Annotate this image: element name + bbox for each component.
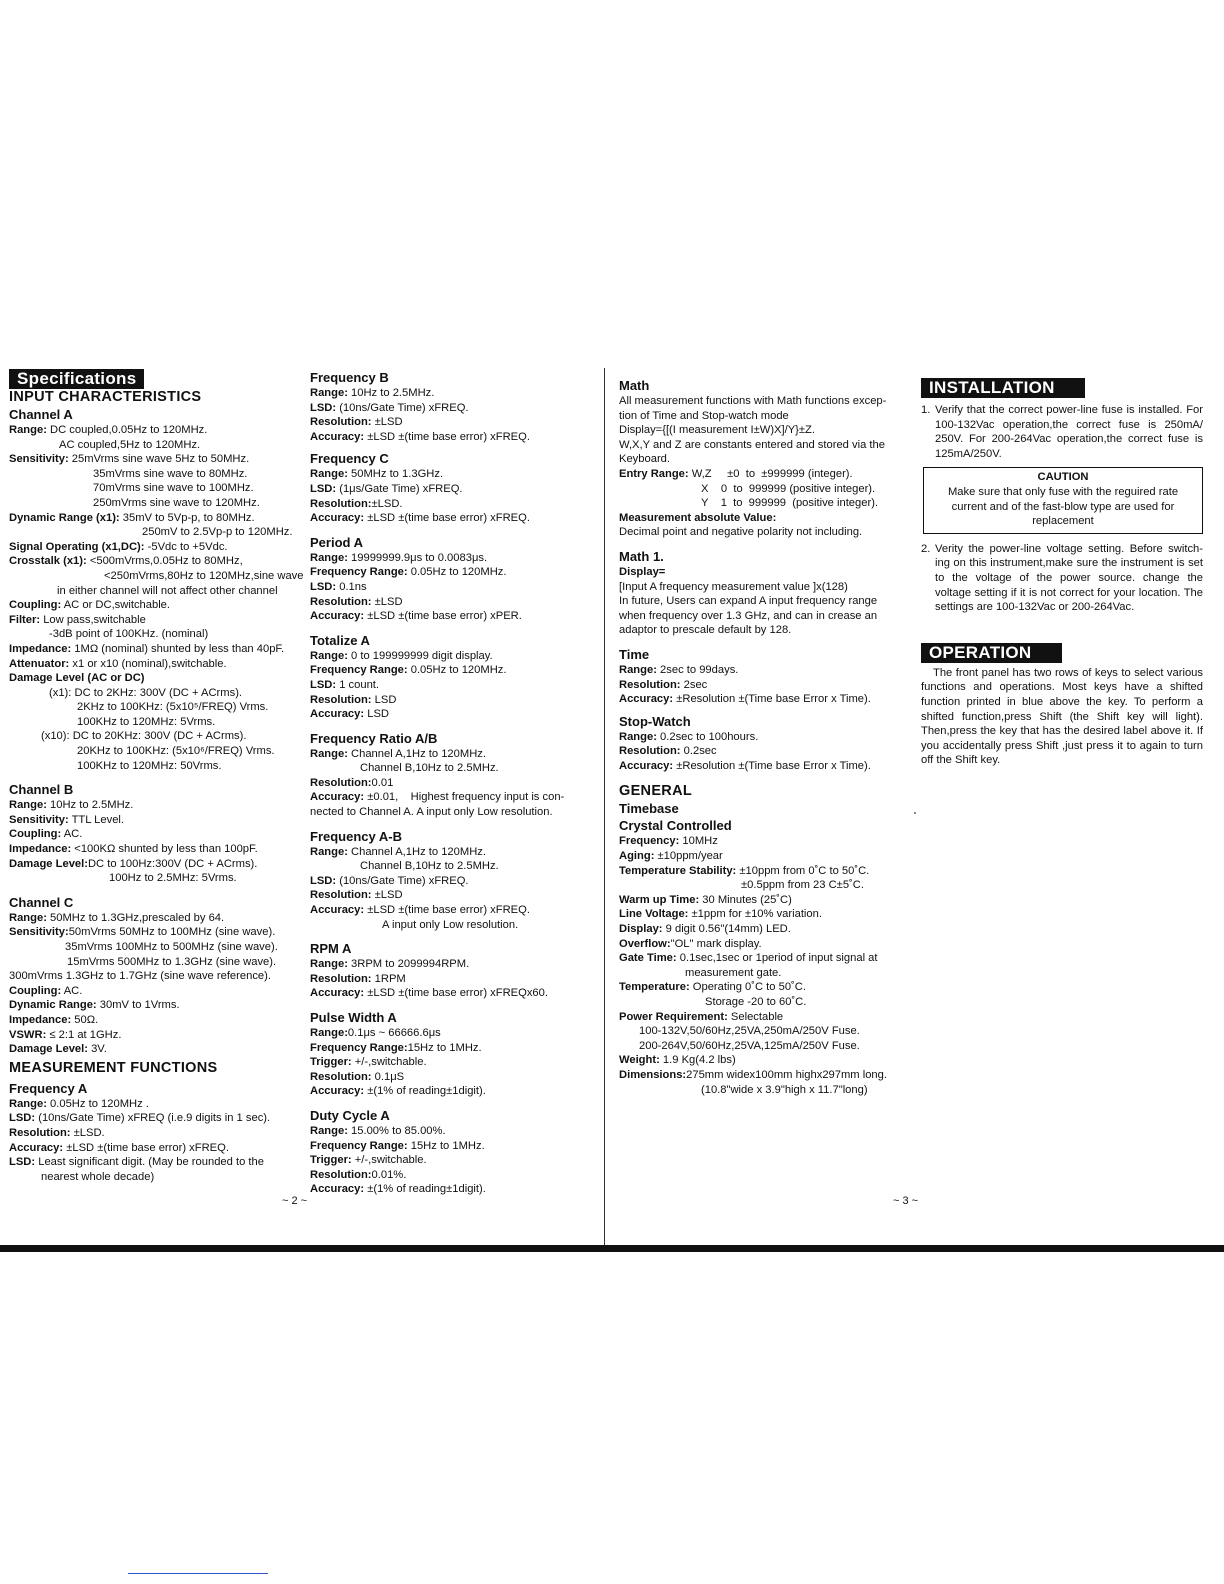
installation-step-1: 1. Verify that the correct power-line fuse is installed. For 100-132Vac operation,the correct fuse is 250mA/ 250V. For 200-264Vac operation,the correct fuse is 125mA/250V. [921, 404, 1203, 460]
page-number-right: ~ 3 ~ [893, 1195, 919, 1207]
spec-line: Resolution: 0.1μS [310, 1070, 405, 1083]
spec-line: Sensitivity: 25mVrms sine wave 5Hz to 50MHz. [9, 453, 250, 466]
spec-line: Trigger: +/-,switchable. [310, 1154, 427, 1167]
spec-line: Frequency Range: 0.05Hz to 120MHz. [310, 566, 507, 579]
spec-line: measurement gate. [685, 966, 782, 979]
spec-line: Entry Range: W,Z ±0 to ±999999 (integer). [619, 467, 853, 480]
spec-line: 100KHz to 120MHz: 5Vrms. [77, 715, 216, 728]
spec-line: Damage Level (AC or DC) [9, 672, 145, 685]
operation-badge: OPERATION [921, 643, 1062, 663]
spec-line: Damage Level: 3V. [9, 1043, 107, 1056]
spec-line: Weight: 1.9 Kg(4.2 lbs) [619, 1054, 736, 1067]
spec-line: Range: 10Hz to 2.5MHz. [9, 799, 134, 812]
spec-line: Temperature: Operating 0˚C to 50˚C. [619, 981, 806, 994]
totalize-a-heading: Totalize A [310, 632, 370, 648]
spec-line: Trigger: +/-,switchable. [310, 1056, 427, 1069]
spec-line: Accuracy: ±LSD ±(time base error) xFREQ. [310, 512, 530, 525]
spec-line: Range: 50MHz to 1.3GHz. [310, 468, 444, 481]
spec-line: Decimal point and negative polarity not including. [619, 526, 863, 539]
specs-column-4 [921, 378, 1203, 768]
specs-column-2 [310, 369, 600, 1197]
spec-line: Accuracy: LSD [310, 708, 389, 721]
spec-line: Gate Time: 0.1sec,1sec or 1period of input signal at [619, 952, 878, 965]
spec-line: In future, Users can expand A input frequency range [619, 595, 878, 608]
spec-line: LSD: (1μs/Gate Time) xFREQ. [310, 482, 463, 495]
crystal-controlled-heading: Crystal Controlled [619, 818, 732, 834]
spec-line: Range: DC coupled,0.05Hz to 120MHz. [9, 424, 208, 436]
spec-line: Resolution:0.01 [310, 776, 394, 789]
spec-line: Damage Level:DC to 100Hz:300V (DC + ACrms). [9, 857, 258, 870]
stop-watch-heading: Stop-Watch [619, 713, 691, 729]
spec-line: Range: 50MHz to 1.3GHz,prescaled by 64. [9, 911, 225, 924]
spec-line: 2KHz to 100KHz: (5x10⁵/FREQ) Vrms. [77, 701, 269, 714]
spec-line: Range: 2sec to 99days. [619, 663, 739, 676]
spec-line: Channel B,10Hz to 2.5MHz. [360, 762, 499, 775]
caution-title: CAUTION [1037, 471, 1089, 484]
spec-line: Aging: ±10ppm/year [619, 850, 723, 863]
spec-line: X 0 to 999999 (positive integer). [701, 482, 876, 495]
spec-line: Resolution: ±LSD. [9, 1126, 105, 1139]
spec-line: Impedance: 50Ω. [9, 1013, 99, 1026]
spec-line: Accuracy: ±LSD ±(time base error) xPER. [310, 610, 522, 623]
time-heading: Time [619, 646, 650, 662]
spec-line: All measurement functions with Math functions excep- [619, 395, 887, 407]
math-1-heading: Math 1. [619, 548, 664, 564]
spec-line: Frequency Range:15Hz to 1MHz. [310, 1041, 482, 1054]
spec-line: LSD: 1 count. [310, 678, 380, 691]
spec-line: Range: Channel A,1Hz to 120MHz. [310, 747, 486, 760]
spec-line: Overflow:"OL" mark display. [619, 937, 762, 950]
spec-line: Resolution:0.01%. [310, 1168, 407, 1181]
spec-line: Impedance: <100KΩ shunted by less than 100pF. [9, 843, 258, 856]
installation-step-2: 2. Verity the power-line voltage setting. Before switch-ing on this instrument,make sure the instrument is set to the voltage of the power source. change the voltage setting if it is not correct for your location. The settings are 100-132Vac or 200-264Vac. [921, 542, 1203, 614]
spec-line: 250mVrms sine wave to 120MHz. [93, 496, 260, 509]
spec-line: Range: 10Hz to 2.5MHz. [310, 387, 435, 399]
spec-line: (10.8"wide x 3.9"high x 11.7"long) [701, 1083, 868, 1096]
spec-line: 300mVrms 1.3GHz to 1.7GHz (sine wave reference). [9, 970, 271, 983]
spec-line: 35mVrms sine wave to 80MHz. [93, 467, 248, 480]
spec-line: 100KHz to 120MHz: 50Vrms. [77, 759, 222, 772]
frequency-ratio-heading: Frequency Ratio A/B [310, 730, 438, 746]
spec-line: Range: 19999999.9μs to 0.0083μs. [310, 551, 488, 564]
spec-line: in either channel will not affect other channel [57, 584, 278, 597]
spec-line: LSD: Least significant digit. (May be rounded to the [9, 1156, 264, 1169]
spec-line: Coupling: AC or DC,switchable. [9, 599, 171, 612]
spec-line: Impedance: 1MΩ (nominal) shunted by less than 40pF. [9, 642, 285, 655]
spec-line: Filter: Low pass,switchable [9, 613, 146, 626]
spec-line: Accuracy: ±Resolution ±(Time base Error x Time). [619, 759, 871, 772]
spec-line: Resolution: ±LSD [310, 595, 403, 608]
specifications-badge: Specifications [9, 369, 144, 389]
spec-line: Accuracy: ±LSD ±(time base error) xFREQ. [310, 904, 530, 917]
spec-line: nected to Channel A. A input only Low resolution. [310, 806, 553, 819]
spec-line: Range: 0.2sec to 100hours. [619, 730, 759, 743]
spec-line: Resolution: ±LSD [310, 889, 403, 902]
spec-line: Accuracy: ±(1% of reading±1digit). [310, 1183, 486, 1196]
spec-line: when frequency over 1.3 GHz, and can in crease an [619, 609, 878, 622]
spec-line: 100-132V,50/60Hz,25VA,250mA/250V Fuse. [639, 1025, 860, 1038]
spec-line: Y 1 to 999999 (positive integer). [701, 497, 879, 510]
spec-line: tion of Time and Stop-watch mode [619, 409, 789, 422]
spec-line: 70mVrms sine wave to 100MHz. [93, 482, 254, 495]
spec-line: 15mVrms 500MHz to 1.3GHz (sine wave). [67, 955, 277, 968]
spec-line: Range:0.1μs ~ 66666.6μs [310, 1027, 441, 1039]
spec-line: Accuracy: ±LSD ±(time base error) xFREQ. [310, 430, 530, 443]
specs-column-1 [9, 369, 305, 1184]
spec-line: Range: 0.05Hz to 120MHz . [9, 1097, 149, 1110]
spec-line: Dynamic Range (x1): 35mV to 5Vp-p, to 80MHz. [9, 511, 255, 524]
channel-a-heading: Channel A [9, 407, 73, 422]
spec-line: Display={[(I measurement I±W)X]/Y}±Z. [619, 424, 815, 437]
spec-line: LSD: (10ns/Gate Time) xFREQ (i.e.9 digits in 1 sec). [9, 1112, 271, 1125]
spec-line: Frequency Range: 15Hz to 1MHz. [310, 1139, 485, 1152]
spec-line: (x10): DC to 20KHz: 300V (DC + ACrms). [41, 730, 247, 743]
frequency-b-heading: Frequency B [310, 370, 389, 385]
spec-line: Display: 9 digit 0.56"(14mm) LED. [619, 923, 791, 936]
spec-line: VSWR: ≤ 2:1 at 1GHz. [9, 1028, 122, 1041]
spec-line: Accuracy: ±Resolution ±(Time base Error x Time). [619, 693, 871, 706]
spec-line: (x1): DC to 2KHz: 300V (DC + ACrms). [49, 686, 243, 699]
spec-line: Keyboard. [619, 453, 670, 466]
general-heading: GENERAL [619, 783, 692, 800]
spec-line: Resolution: 0.2sec [619, 745, 717, 758]
spec-line: Measurement absolute Value: [619, 511, 777, 524]
spec-line: Range: Channel A,1Hz to 120MHz. [310, 845, 486, 858]
caution-text: Make sure that only fuse with the reguired rate current and of the fast-blow type are used for replacement [947, 485, 1179, 528]
underline-mark [128, 1573, 268, 1574]
spec-line: W,X,Y and Z are constants entered and stored via the [619, 438, 885, 451]
caution-box [923, 467, 1203, 533]
operation-text: The front panel has two rows of keys to select various functions and operations. Most keys have a shifted function printed in blue above the key. To perform a shifted function,press Shift (the Shift key will light). Then,press the key that has the desired label above it. If you accidentally press Shift ,just press it to again to turn off the Shift key. [921, 666, 1203, 767]
input-characteristics-heading: INPUT CHARACTERISTICS [9, 389, 202, 405]
spec-line: Sensitivity:50mVrms 50MHz to 100MHz (sine wave). [9, 926, 276, 939]
frequency-a-heading: Frequency A [9, 1080, 88, 1096]
spec-line: Sensitivity: TTL Level. [9, 813, 125, 826]
spec-line: Range: 0 to 199999999 digit display. [310, 649, 493, 662]
spec-line: 100Hz to 2.5MHz: 5Vrms. [109, 872, 237, 885]
spec-line: Accuracy: ±(1% of reading±1digit). [310, 1085, 486, 1098]
spec-line: nearest whole decade) [41, 1170, 155, 1183]
spec-line: ±0.5ppm from 23 C±5˚C. [741, 879, 864, 892]
spec-line: Signal Operating (x1,DC): -5Vdc to +5Vdc. [9, 540, 228, 553]
spec-line: Storage -20 to 60˚C. [705, 996, 807, 1008]
spec-line: AC coupled,5Hz to 120MHz. [59, 438, 201, 451]
spec-line: A input only Low resolution. [382, 918, 519, 931]
spec-line: LSD: 0.1ns [310, 580, 367, 593]
spec-line: Frequency Range: 0.05Hz to 120MHz. [310, 664, 507, 677]
spec-line: 200-264V,50/60Hz,25VA,125mA/250V Fuse. [639, 1039, 860, 1052]
spec-line: Warm up Time: 30 Minutes (25˚C) [619, 893, 792, 906]
spec-line: Accuracy: ±LSD ±(time base error) xFREQ. [9, 1141, 229, 1154]
spec-line: adaptor to prescale default by 128. [619, 624, 792, 637]
page-divider [604, 368, 605, 1248]
spec-line: Resolution: 1RPM [310, 972, 406, 985]
spec-line: Accuracy: ±0.01, Highest frequency input is con- [310, 791, 565, 804]
spec-line: Resolution: 2sec [619, 678, 708, 691]
spec-line: Attenuator: x1 or x10 (nominal),switchable. [9, 657, 227, 670]
rpm-a-heading: RPM A [310, 941, 352, 957]
spec-line: Resolution: ±LSD [310, 416, 403, 429]
spec-line: LSD: (10ns/Gate Time) xFREQ. [310, 401, 469, 414]
spec-line: Resolution:±LSD. [310, 497, 403, 510]
installation-badge: INSTALLATION [921, 378, 1085, 398]
spec-line: Temperature Stability: ±10ppm from 0˚C to 50˚C. [619, 864, 870, 877]
measurement-functions-heading: MEASUREMENT FUNCTIONS [9, 1059, 218, 1076]
spec-line: Channel B,10Hz to 2.5MHz. [360, 860, 499, 873]
frequency-a-minus-b-heading: Frequency A-B [310, 828, 402, 844]
spec-line: Coupling: AC. [9, 828, 83, 841]
spec-line: <250mVrms,80Hz to 120MHz,sine wave [104, 569, 304, 582]
spec-line: -3dB point of 100KHz. (nominal) [49, 628, 209, 641]
spec-line: Dynamic Range: 30mV to 1Vrms. [9, 999, 180, 1012]
spec-line: Range: 15.00% to 85.00%. [310, 1124, 446, 1137]
math-heading: Math [619, 378, 650, 393]
pulse-width-a-heading: Pulse Width A [310, 1010, 397, 1025]
channel-c-heading: Channel C [9, 894, 74, 910]
specs-column-3 [619, 377, 904, 1097]
timebase-heading: Timebase [619, 801, 679, 817]
spec-line: Line Voltage: ±1ppm for ±10% variation. [619, 908, 822, 921]
spec-line: 250mV to 2.5Vp-p to 120MHz. [142, 526, 293, 539]
spec-line: Dimensions:275mm widex100mm highx297mm long. [619, 1068, 887, 1081]
spec-line: Frequency: 10MHz [619, 835, 718, 848]
spec-line: Power Requirement: Selectable [619, 1010, 784, 1023]
frequency-c-heading: Frequency C [310, 451, 389, 467]
spec-line: 20KHz to 100KHz: (5x10⁶/FREQ) Vrms. [77, 745, 275, 758]
duty-cycle-a-heading: Duty Cycle A [310, 1107, 390, 1123]
page-number-left: ~ 2 ~ [282, 1195, 308, 1207]
spec-line: Accuracy: ±LSD ±(time base error) xFREQx60. [310, 987, 548, 1000]
spec-line: Range: 3RPM to 2099994RPM. [310, 958, 470, 971]
spec-line: Resolution: LSD [310, 693, 397, 706]
spec-line: 35mVrms 100MHz to 500MHz (sine wave). [65, 941, 278, 953]
scan-speck [914, 812, 916, 814]
spec-line: LSD: (10ns/Gate Time) xFREQ. [310, 874, 469, 887]
bottom-rule [0, 1245, 1224, 1252]
spec-line: [Input A frequency measurement value ]x(128) [619, 580, 848, 593]
spec-line: Crosstalk (x1): <500mVrms,0.05Hz to 80MHz, [9, 555, 243, 568]
spec-line: Display= [619, 565, 666, 578]
spec-line: Coupling: AC. [9, 984, 83, 997]
period-a-heading: Period A [310, 534, 363, 550]
channel-b-heading: Channel B [9, 782, 74, 798]
